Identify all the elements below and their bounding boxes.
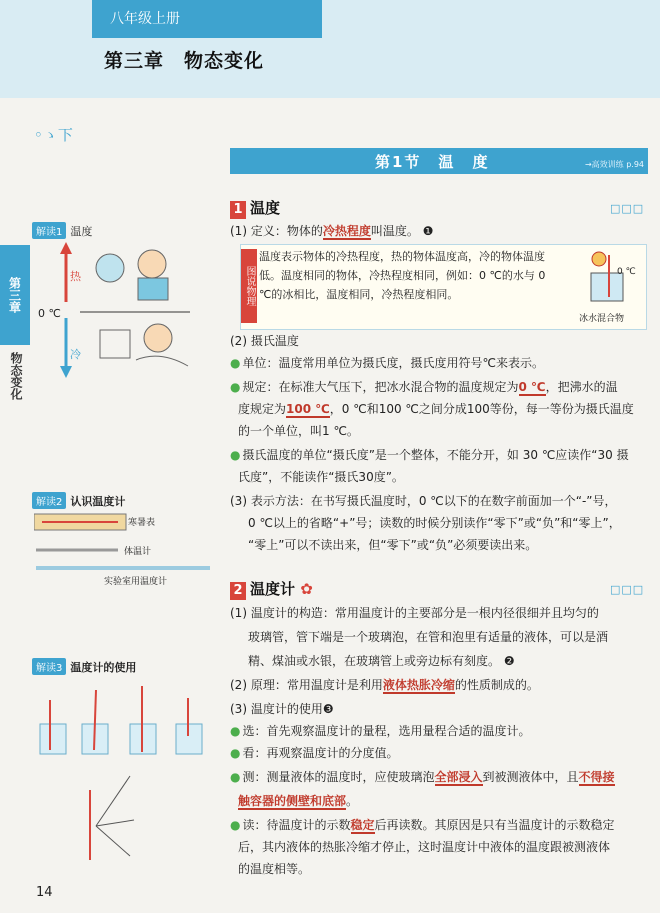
method-line-1: (3) 表示方法：在书写摄氏温度时，0 ℃以下的在数字前面加一个“-”号， xyxy=(230,494,617,508)
definition-line: (1) 定义：物体的冷热程度叫温度。 ❶ xyxy=(230,224,434,238)
section-header xyxy=(230,148,648,174)
note-line-1: ● 摄氏温度的单位“摄氏度”是一个整体，不能分开，如 30 ℃应读作“30 摄 xyxy=(230,448,629,462)
side-note-1: 解读1 温度 xyxy=(32,222,92,239)
side-note-2: 解读2 认识温度计 xyxy=(32,492,125,509)
chapter-side-tab[interactable]: 第三章 xyxy=(0,245,30,345)
method-line-2: 0 ℃以上的省略“+”号；读数的时候分别读作“零下”或“负”和“零上”， xyxy=(248,516,621,530)
usage-read-1: ● 读：待温度计的示数稳定后再读数。其原因是只有当温度计的示数稳定 xyxy=(230,818,615,832)
chapter-side-subtitle: 物态变化 xyxy=(9,352,23,400)
principle-line: (2) 原理：常用温度计是利用液体热胀冷缩的性质制成的。 xyxy=(230,678,539,692)
hot-cold-illustration xyxy=(40,240,200,380)
figure-label: 冰水混合物 xyxy=(579,314,625,324)
ice-water-beaker-icon xyxy=(577,251,643,309)
practice-ref-link[interactable]: →高效训练 p.94 xyxy=(584,160,644,169)
page-number: 14 xyxy=(36,885,53,900)
usage-select: ● 选：首先观察温度计的量程，选用量程合适的温度计。 xyxy=(230,724,531,738)
method-line-3: “零上”可以不读出来，但“零下”或“负”必须要读出来。 xyxy=(248,538,538,552)
cold-label: 冷 xyxy=(70,348,81,361)
structure-line-1: (1) 温度计的构造：常用温度计的主要部分是一根内径很细并且均匀的 xyxy=(230,606,599,620)
figure-temp: 0 ℃ xyxy=(617,267,636,277)
side-note-3: 解读3 温度计的使用 xyxy=(32,658,136,675)
illustrated-physics-box xyxy=(240,244,647,330)
heading-thermometer: 2 温度计 ✿ xyxy=(230,578,313,600)
usage-read-3: 的温度相等。 xyxy=(238,862,311,876)
rule-line-2: 度规定为100 ℃，0 ℃和100 ℃之间分成100等份，每一等份为摄氏温度 xyxy=(238,402,634,416)
usage-read-2: 后，其内液体的热胀冷缩才停止，这时温度计中液体的温度跟被测液体 xyxy=(238,840,611,854)
figure-text: 温度表示物体的冷热程度，热的物体温度高，冷的物体温度低。温度相同的物体，冷热程度相同，例如：0 ℃的水与 0 ℃的冰相比，温度相同，冷热程度相同。 xyxy=(259,250,546,301)
celsius-heading: (2) 摄氏温度 xyxy=(230,334,299,348)
structure-line-2: 玻璃管，管下端是一个玻璃泡，在管和泡里有适量的液体，可以是酒 xyxy=(248,630,609,644)
section-title: 第1节 温 度 xyxy=(375,153,490,171)
grade-label: 八年级上册 xyxy=(92,0,322,38)
usage-measure-2: 触容器的侧壁和底部。 xyxy=(238,794,359,808)
figure-tag: 图说物理 xyxy=(241,249,257,323)
chapter-title: 第三章 物态变化 xyxy=(104,50,265,72)
usage-heading: (3) 温度计的使用❸ xyxy=(230,702,334,716)
thermo-3-label: 实验室用温度计 xyxy=(104,577,168,587)
structure-line-3: 精、煤油或水银，在玻璃管上或旁边标有刻度。 ❷ xyxy=(248,654,515,668)
unit-line: ● 单位：温度常用单位为摄氏度，摄氏度用符号℃来表示。 xyxy=(230,356,544,370)
rule-line-3: 的一个单位，叫1 ℃。 xyxy=(238,424,359,438)
rule-line-1: ● 规定：在标准大气压下，把冰水混合物的温度规定为0 ℃，把沸水的温 xyxy=(230,380,618,394)
thermometer-usage-illustration xyxy=(30,680,210,860)
thermo-2-label: 体温计 xyxy=(124,547,152,557)
usage-look: ● 看：再观察温度计的分度值。 xyxy=(230,746,399,760)
zero-label: 0 ℃ xyxy=(38,307,61,320)
checkboxes-1[interactable]: □□□ xyxy=(610,202,645,215)
thermo-1-label: 寒暑表 xyxy=(128,518,156,528)
hot-label: 热 xyxy=(70,270,81,283)
deco-doodle-icon: ◦ゝ下 xyxy=(34,126,73,144)
note-line-2: 氏度”，不能读作“摄氏30度”。 xyxy=(238,470,404,484)
usage-measure-1: ● 测：测量液体的温度时，应使玻璃泡全部浸入到被测液体中，且不得接 xyxy=(230,770,615,784)
checkboxes-2[interactable]: □□□ xyxy=(610,583,645,596)
heading-temperature: 1 温度 xyxy=(230,197,280,219)
